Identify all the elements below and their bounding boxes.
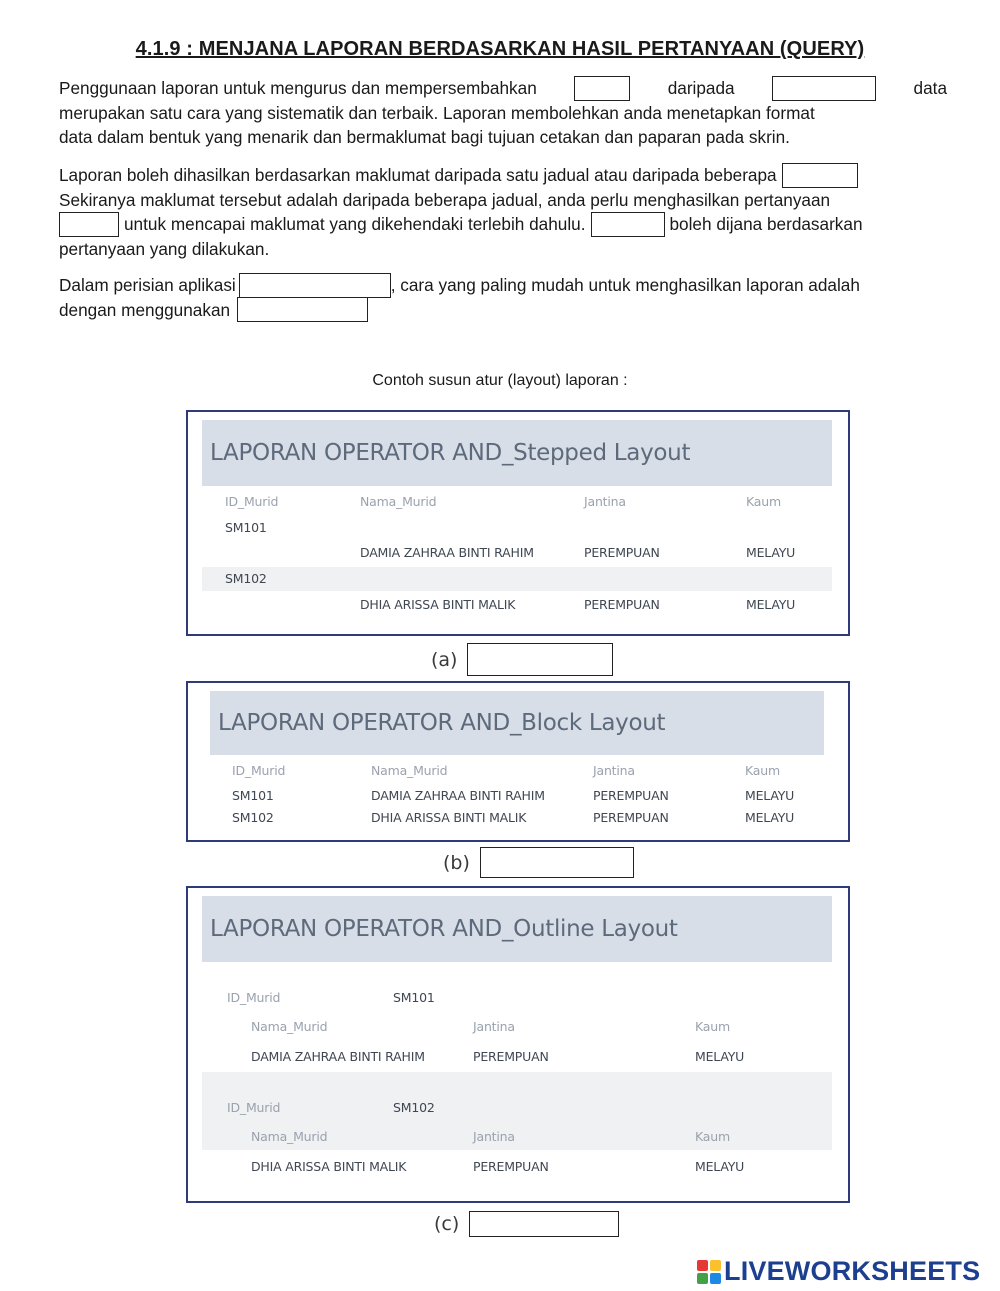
answer-blank-7[interactable] — [237, 297, 368, 322]
header-kaum: Kaum — [695, 1019, 730, 1034]
answer-blank-4[interactable] — [59, 212, 119, 237]
paragraph-2 — [59, 163, 964, 261]
header-jantina: Jantina — [584, 494, 626, 509]
answer-blank-2[interactable] — [772, 76, 876, 101]
record-jantina: PEREMPUAN — [593, 810, 669, 825]
record-nama: DAMIA ZAHRAA BINTI RAHIM — [371, 788, 545, 803]
record-kaum: MELAYU — [745, 788, 795, 803]
answer-blank-b[interactable] — [480, 847, 634, 878]
para1-line-2: merupakan satu cara yang sistematik dan terbaik. Laporan membolehkan anda menetapkan format — [59, 102, 815, 123]
record-nama: DHIA ARISSA BINTI MALIK — [371, 810, 527, 825]
para3-text-1a: Dalam perisian aplikasi — [59, 275, 236, 295]
para2-text-3b: boleh dijana berdasarkan — [669, 214, 863, 234]
para3-line-2: dengan menggunakan — [59, 299, 231, 320]
record-id: SM102 — [393, 1100, 435, 1115]
answer-blank-a[interactable] — [467, 643, 613, 676]
para2-line-1: Laporan boleh dihasilkan berdasarkan maklumat daripada satu jadual atau daripada beberapa — [59, 165, 777, 185]
row-shade — [202, 567, 832, 591]
header-kaum: Kaum — [746, 494, 781, 509]
record-nama: DAMIA ZAHRAA BINTI RAHIM — [360, 545, 534, 560]
report-outline-layout — [186, 886, 850, 1203]
answer-blank-6[interactable] — [239, 273, 391, 298]
header-jantina: Jantina — [593, 763, 635, 778]
record-kaum: MELAYU — [746, 597, 796, 612]
para2-line-4: pertanyaan yang dilakukan. — [59, 238, 270, 259]
report-title: LAPORAN OPERATOR AND_Outline Layout — [202, 896, 832, 962]
mark-square — [697, 1260, 708, 1271]
para2-text-3a: untuk mencapai maklumat yang dikehendaki terlebih dahulu. — [124, 214, 586, 234]
answer-blank-c[interactable] — [469, 1211, 619, 1237]
paragraph-3 — [59, 273, 947, 322]
header-id: ID_Murid — [227, 990, 281, 1005]
record-jantina: PEREMPUAN — [473, 1159, 549, 1174]
record-jantina: PEREMPUAN — [584, 545, 660, 560]
label-row-b — [443, 847, 634, 878]
report-block-layout — [186, 681, 850, 842]
report-stepped-layout — [186, 410, 850, 636]
mark-square — [710, 1260, 721, 1271]
report-title: LAPORAN OPERATOR AND_Block Layout — [210, 691, 824, 755]
record-id: SM101 — [232, 788, 274, 803]
para2-line-2: Sekiranya maklumat tersebut adalah daripada beberapa jadual, anda perlu menghasilkan pertanyaan — [59, 189, 831, 210]
record-kaum: MELAYU — [746, 545, 796, 560]
record-jantina: PEREMPUAN — [593, 788, 669, 803]
record-id: SM102 — [232, 810, 274, 825]
para3-text-1b: , cara yang paling mudah untuk menghasilkan laporan adalah — [390, 275, 860, 295]
record-nama: DAMIA ZAHRAA BINTI RAHIM — [251, 1049, 425, 1064]
header-nama: Nama_Murid — [251, 1129, 328, 1144]
header-id: ID_Murid — [227, 1100, 281, 1115]
answer-blank-3[interactable] — [782, 163, 858, 188]
label-row-c — [434, 1211, 619, 1237]
mark-square — [697, 1273, 708, 1284]
header-id: ID_Murid — [232, 763, 286, 778]
liveworksheets-logo — [697, 1256, 980, 1287]
label-b: (b) — [443, 851, 470, 874]
answer-blank-5[interactable] — [591, 212, 665, 237]
para1-text-c: data — [913, 78, 947, 98]
record-jantina: PEREMPUAN — [584, 597, 660, 612]
para1-text-a: Penggunaan laporan untuk mengurus dan mempersembahkan — [59, 78, 537, 98]
record-kaum: MELAYU — [695, 1159, 745, 1174]
mark-square — [710, 1273, 721, 1284]
liveworksheets-mark-icon — [697, 1260, 721, 1284]
record-nama: DHIA ARISSA BINTI MALIK — [360, 597, 516, 612]
header-nama: Nama_Murid — [371, 763, 448, 778]
layout-caption: Contoh susun atur (layout) laporan : — [372, 372, 628, 389]
header-nama: Nama_Murid — [251, 1019, 328, 1034]
record-kaum: MELAYU — [745, 810, 795, 825]
report-title: LAPORAN OPERATOR AND_Stepped Layout — [202, 420, 832, 486]
header-nama: Nama_Murid — [360, 494, 437, 509]
record-kaum: MELAYU — [695, 1049, 745, 1064]
header-id: ID_Murid — [225, 494, 279, 509]
para1-line-3: data dalam bentuk yang menarik dan bermaklumat bagi tujuan cetakan dan paparan pada skrin. — [59, 127, 790, 147]
brand-name: LIVEWORKSHEETS — [724, 1256, 981, 1286]
header-kaum: Kaum — [695, 1129, 730, 1144]
label-a: (a) — [431, 648, 458, 671]
header-jantina: Jantina — [473, 1019, 515, 1034]
header-jantina: Jantina — [473, 1129, 515, 1144]
record-id: SM102 — [225, 571, 267, 586]
label-c: (c) — [434, 1213, 460, 1235]
label-row-a — [431, 643, 613, 676]
record-jantina: PEREMPUAN — [473, 1049, 549, 1064]
record-nama: DHIA ARISSA BINTI MALIK — [251, 1159, 407, 1174]
paragraph-1 — [59, 76, 947, 150]
header-kaum: Kaum — [745, 763, 780, 778]
para1-text-b: daripada — [667, 78, 735, 98]
answer-blank-1[interactable] — [574, 76, 630, 101]
record-id: SM101 — [393, 990, 435, 1005]
page-title: 4.1.9 : MENJANA LAPORAN BERDASARKAN HASIL PERTANYAAN (QUERY) — [135, 38, 865, 60]
record-id: SM101 — [225, 520, 267, 535]
